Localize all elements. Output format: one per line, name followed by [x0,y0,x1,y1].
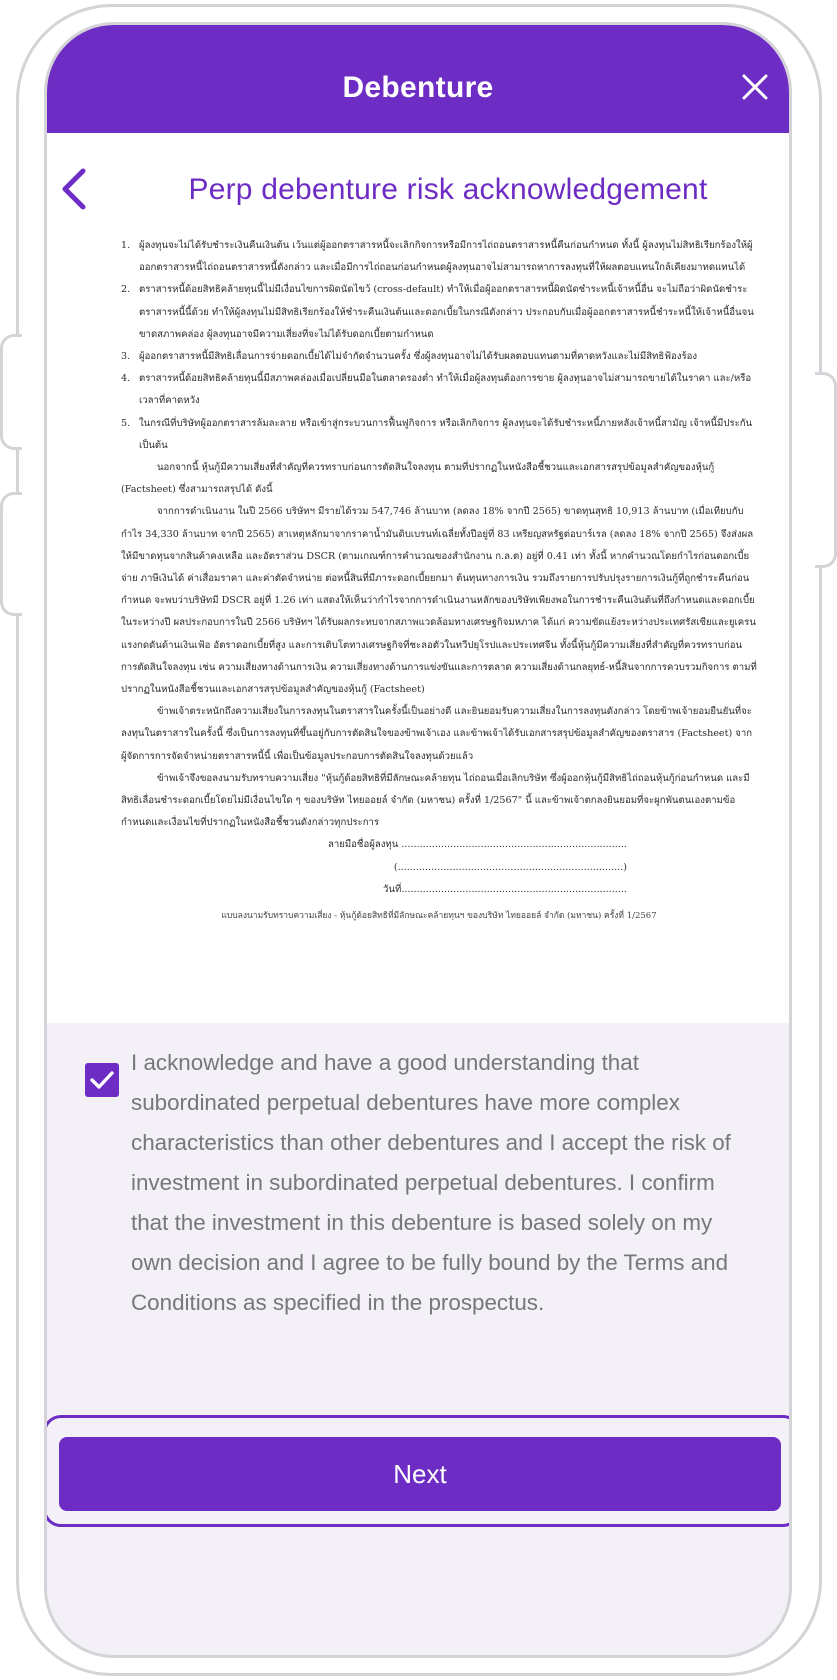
risk-document [61,235,773,1021]
document-item: 1. ผู้ลงทุนจะไม่ได้รับชำระเงินคืนเงินต้น เว้นแต่ผู้ออกตราสารหนี้จะเลิกกิจการหรือมีการไถ่ถอนตราสารหนี้คืนก่อนกำหนด ทั้งนี้ ผู้ลงทุนไม่สิทธิเรียกร้องให้ผู้ออกตราสารหนี้ไถ่ถอนตราสารหนี้ดังกล่าว และเมื่อมีการไถ่ถอนก่อนกำหนดผู้ลงทุนอาจไม่สามารถหาการลงทุนที่ให้ผลตอบแทนใกล้เคียงมาทดแทนได้ [121,240,753,274]
acknowledgement-section [47,1023,789,1323]
document-footer: แบบลงนามรับทราบความเสี่ยง - หุ้นกู้ด้อยสิทธิที่มีลักษณะคล้ายทุนฯ ของบริษัท ไทยออยล์ จำกัด (มหาชน) ครั้งที่ 1/2567 [221,911,657,922]
name-line: (..........................................................................) [393,861,627,873]
document-item: 2. ตราสารหนี้ด้อยสิทธิคล้ายทุนนี้ไม่มีเงื่อนไขการผิดนัดไขว้ (cross-default) ทำให้เมื่อผู้ออกตราสารหนี้ผิดนัดชำระหนี้เจ้าหนี้อื่น จะไม่ถือว่าผิดนัดชำระตราสารหนี้นี้ด้วย ทำให้ผู้ลงทุนไม่มีสิทธิเรียกร้องให้ชำระคืนเงินต้นและดอกเบี้ยในกรณีดังกล่าว ประกอบกับเมื่อผู้ออกตราสารหนี้ชำระหนี้ให้เจ้าหนี้อื่นจนขาดสภาพคล่อง ผู้ลงทุนอาจมีความเสี่ยงที่จะไม่ได้รับดอกเบี้ยตามกำหนด [121,284,754,340]
document-paragraph: ข้าพเจ้าตระหนักถึงความเสี่ยงในการลงทุนในตราสารในครั้งนี้เป็นอย่างดี และยินยอมรับความเสี่ยงในการลงทุนดังกล่าว โดยข้าพเจ้ายอมยืนยันที่จะลงทุนในตราสารในครั้งนี้ ซึ่งเป็นการลงทุนที่ขึ้นอยู่กับการตัดสินใจของข้าพเจ้าเอง และข้าพเจ้าได้รับเอกสารสรุปข้อมูลสำคัญของตราสาร (Factsheet) จากผู้จัดการการจัดจำหน่ายตราสารหนี้นี้ เพื่อเป็นข้อมูลประกอบการตัดสินใจลงทุนด้วยแล้ว [121,706,753,762]
close-icon[interactable] [739,71,771,103]
document-paragraph: ข้าพเจ้าจึงขอลงนามรับทราบความเสี่ยง "หุ้นกู้ด้อยสิทธิที่มีลักษณะคล้ายทุน ไถ่ถอนเมื่อเลิกบริษัท ซึ่งผู้ออกหุ้นกู้มีสิทธิไถ่ถอนหุ้นกู้ก่อนกำหนด และมีสิทธิเลื่อนชำระดอกเบี้ยโดยไม่มีเงื่อนไขใด ๆ ของบริษัท ไทยออยล์ จำกัด (มหาชน) ครั้งที่ 1/2567" นี้ และข้าพเจ้าตกลงยินยอมที่จะผูกพันตนเองตามข้อกำหนดและเงื่อนไขที่ปรากฏในหนังสือชี้ชวนดังกล่าวทุกประการ [121,772,750,829]
phone-screen [44,22,792,1658]
header-title: Debenture [342,71,494,104]
power-button [815,372,837,568]
next-button[interactable]: Next [59,1437,781,1511]
volume-up-button [0,334,22,450]
document-item: 4. ตราสารหนี้ด้อยสิทธิคล้ายทุนนี้มีสภาพคล่องเมื่อเปลี่ยนมือในตลาดรองต่ำ ทำให้เมื่อผู้ลงทุนต้องการขาย ผู้ลงทุนอาจไม่สามารถขายได้ในราคา และ/หรือ เวลาที่คาดหวัง [121,373,752,407]
signature-line: ลายมือชื่อผู้ลงทุน .......................................................................... [327,839,627,851]
content-area [47,133,789,1023]
document-item: 5. ในกรณีที่บริษัทผู้ออกตราสารล้มละลาย หรือเข้าสู่กระบวนการฟื้นฟูกิจการ หรือเลิกกิจการ ผู้ลงทุนจะได้รับชำระหนี้ภายหลังเจ้าหนี้สามัญ เจ้าหนี้มีประกัน เป็นต้น [121,417,753,451]
check-icon [85,1063,119,1097]
document-paragraph: จากการดำเนินงาน ในปี 2566 บริษัทฯ มีรายได้รวม 547,746 ล้านบาท (ลดลง 18% จากปี 2565) ขาดทุนสุทธิ 10,913 ล้านบาท (เมื่อเทียบกับกำไร 34,330 ล้านบาท จากปี 2565) สาเหตุหลักมาจากราคาน้ำมันดิบเบรนท์เฉลี่ยทั้งปีอยู่ที่ 83 เหรียญสหรัฐต่อบาร์เรล (ลดลง 18% จากปี 2565) จึงส่งผลให้มีขาดทุนจากสินค้าคงเหลือ และอัตราส่วน DSCR (ตามเกณฑ์การคำนวณของสำนักงาน ก.ล.ต) อยู่ที่ 0.41 เท่า ทั้งนี้ หากคำนวณโดยกำไรก่อนดอกเบี้ยจ่าย ภาษีเงินได้ ค่าเสื่อมราคา และค่าตัดจำหน่าย ต่อหนี้สินที่มีภาระดอกเบี้ยยกมา ต้นทุนทางการเงิน รวมถึงรายการปรับปรุงรายการเงินกู้ที่ถูกชำระคืนก่อนกำหนด จะพบว่าบริษัทมี DSCR อยู่ที่ 1.26 เท่า แสดงให้เห็นว่ากำไรจากการดำเนินงานหลักของบริษัทเพียงพอในการชำระคืนเงินต้นที่ถึงกำหนดและดอกเบี้ยในระหว่างปี ผลประกอบการในปี 2566 บริษัทฯ ได้รับผลกระทบจากสภาพแวดล้อมทางเศรษฐกิจมหภาค ได้แก่ ความขัดแย้งระหว่างประเทศรัสเซียและยูเครน แรงกดดันด้านเงินเฟ้อ อัตราดอกเบี้ยที่สูง และการเติบโตทางเศรษฐกิจที่ชะลอตัวในทวีปยุโรปและประเทศจีน ทั้งนี้หุ้นกู้มีความเสี่ยงที่สำคัญที่ควรทราบก่อนการตัดสินใจลงทุน เช่น ความเสี่ยงทางด้านการเงิน ความเสี่ยงทางด้านการแข่งขันและการตลาด ความเสี่ยงด้านกลยุทธ์-หนี้สินจากการควบรวมกิจการ ตามที่ปรากฏในหนังสือชี้ชวนและเอกสารสรุปข้อมูลสำคัญของหุ้นกู้ (Factsheet) [121,506,757,696]
document-paragraph: นอกจากนี้ หุ้นกู้มีความเสี่ยงที่สำคัญที่ควรทราบก่อนการตัดสินใจลงทุน ตามที่ปรากฏในหนังสือชี้ชวนและเอกสารสรุปข้อมูลสำคัญของหุ้นกู้ (Factsheet) ซึ่งสามารถสรุปได้ ดังนี้ [121,462,715,496]
chevron-left-icon[interactable] [57,167,93,211]
acknowledge-checkbox[interactable] [85,1063,119,1097]
acknowledge-text: I acknowledge and have a good understanding that subordinated perpetual debentures have more complex characteristics than other debentures and I accept the risk of investment in subordinated perpetual debentures. I confirm that the investment in this debenture is based solely on my own decision and I agree to be fully bound by the Terms and Conditions as specified in the prospectus. [131,1050,731,1315]
date-line: วันที่.......................................................................... [383,883,627,895]
volume-down-button [0,492,22,616]
document-item: 3. ผู้ออกตราสารหนี้มีสิทธิเลื่อนการจ่ายดอกเบี้ยได้ไม่จำกัดจำนวนครั้ง ซึ่งผู้ลงทุนอาจไม่ได้รับผลตอบแทนตามที่คาดหวังและไม่มีสิทธิฟ้องร้อง [121,351,698,363]
page-title: Perp debenture risk acknowledgement [188,173,708,206]
app-header [47,25,789,133]
